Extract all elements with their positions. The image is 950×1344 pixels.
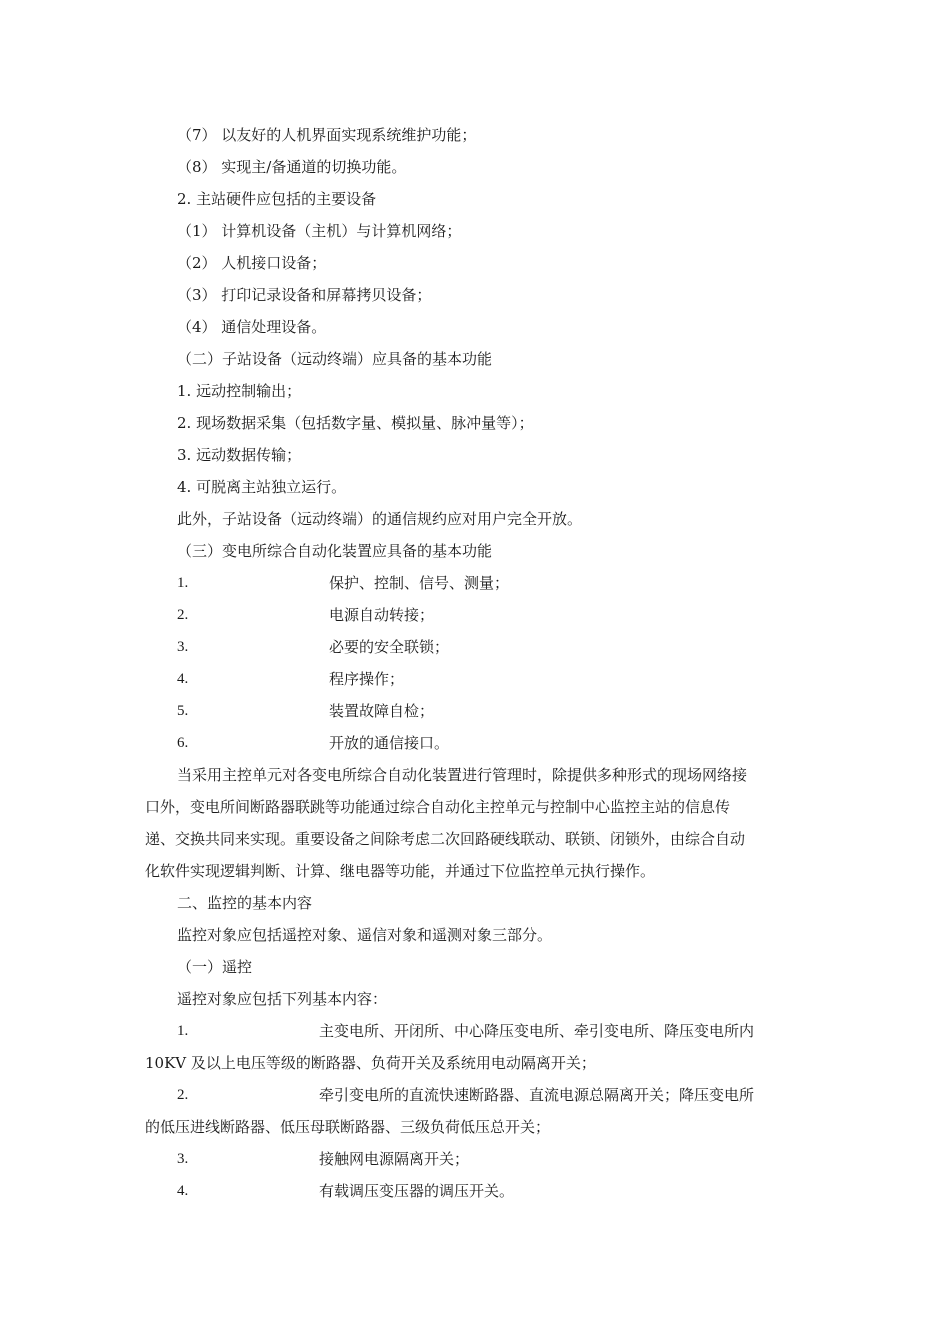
text-line: 此外，子站设备（远动终端）的通信规约应对用户完全开放。 — [177, 510, 583, 528]
text-line: 4. 可脱离主站独立运行。 — [177, 478, 347, 496]
list-number: 1. — [177, 575, 189, 591]
paragraph-line: 口外，变电所间断路器联跳等功能通过综合自动化主控单元与控制中心监控主站的信息传 — [145, 798, 731, 816]
list-number: 5. — [177, 703, 189, 719]
list-item: 电源自动转接； — [329, 606, 435, 624]
text-line: （1） 计算机设备（主机）与计算机网络； — [177, 222, 462, 240]
text-line: 2. 现场数据采集（包括数字量、模拟量、脉冲量等）； — [177, 414, 534, 432]
list-item: 装置故障自检； — [329, 702, 435, 720]
list-number: 1. — [177, 1023, 189, 1039]
list-item: 牵引变电所的直流快速断路器、直流电源总隔离开关；降压变电所 — [319, 1086, 755, 1104]
text-line: 3. 远动数据传输； — [177, 446, 302, 464]
paragraph-line: 当采用主控单元对各变电所综合自动化装置进行管理时，除提供多种形式的现场网络接 — [177, 766, 748, 784]
text-line: （8） 实现主/备通道的切换功能。 — [177, 158, 407, 176]
text-line: （4） 通信处理设备。 — [177, 318, 327, 336]
text-line: 遥控对象应包括下列基本内容： — [177, 990, 388, 1008]
list-item: 有载调压变压器的调压开关。 — [319, 1182, 515, 1200]
list-item: 接触网电源隔离开关； — [319, 1150, 470, 1168]
list-item: 开放的通信接口。 — [329, 734, 450, 752]
list-number: 3. — [177, 1151, 189, 1167]
text-line: （7） 以友好的人机界面实现系统维护功能； — [177, 126, 477, 144]
section-heading: （三）变电所综合自动化装置应具备的基本功能 — [177, 542, 493, 560]
text-line: （3） 打印记录设备和屏幕拷贝设备； — [177, 286, 432, 304]
section-heading: 二、监控的基本内容 — [177, 894, 313, 912]
section-heading: （一）遥控 — [177, 958, 253, 976]
list-item: 必要的安全联锁； — [329, 638, 450, 656]
paragraph-line: 递、交换共同来实现。重要设备之间除考虑二次回路硬线联动、联锁、闭锁外，由综合自动 — [145, 830, 746, 848]
list-number: 4. — [177, 1183, 189, 1199]
list-number: 3. — [177, 639, 189, 655]
text-line: 监控对象应包括遥控对象、遥信对象和遥测对象三部分。 — [177, 926, 553, 944]
list-number: 2. — [177, 607, 189, 623]
list-number: 2. — [177, 1087, 189, 1103]
list-item: 保护、控制、信号、测量； — [329, 574, 510, 592]
section-heading: （二）子站设备（远动终端）应具备的基本功能 — [177, 350, 493, 368]
section-heading: 2. 主站硬件应包括的主要设备 — [177, 190, 377, 208]
text-line: 1. 远动控制输出； — [177, 382, 302, 400]
paragraph-line: 化软件实现逻辑判断、计算、继电器等功能，并通过下位监控单元执行操作。 — [145, 862, 656, 880]
text-line: （2） 人机接口设备； — [177, 254, 327, 272]
list-item: 程序操作； — [329, 670, 405, 688]
list-item-continuation: 的低压进线断路器、低压母联断路器、三级负荷低压总开关； — [145, 1118, 551, 1136]
list-number: 6. — [177, 735, 189, 751]
list-number: 4. — [177, 671, 189, 687]
list-item: 主变电所、开闭所、中心降压变电所、牵引变电所、降压变电所内 — [319, 1022, 755, 1040]
list-item-continuation: 10KV 及以上电压等级的断路器、负荷开关及系统用电动隔离开关； — [145, 1054, 596, 1072]
